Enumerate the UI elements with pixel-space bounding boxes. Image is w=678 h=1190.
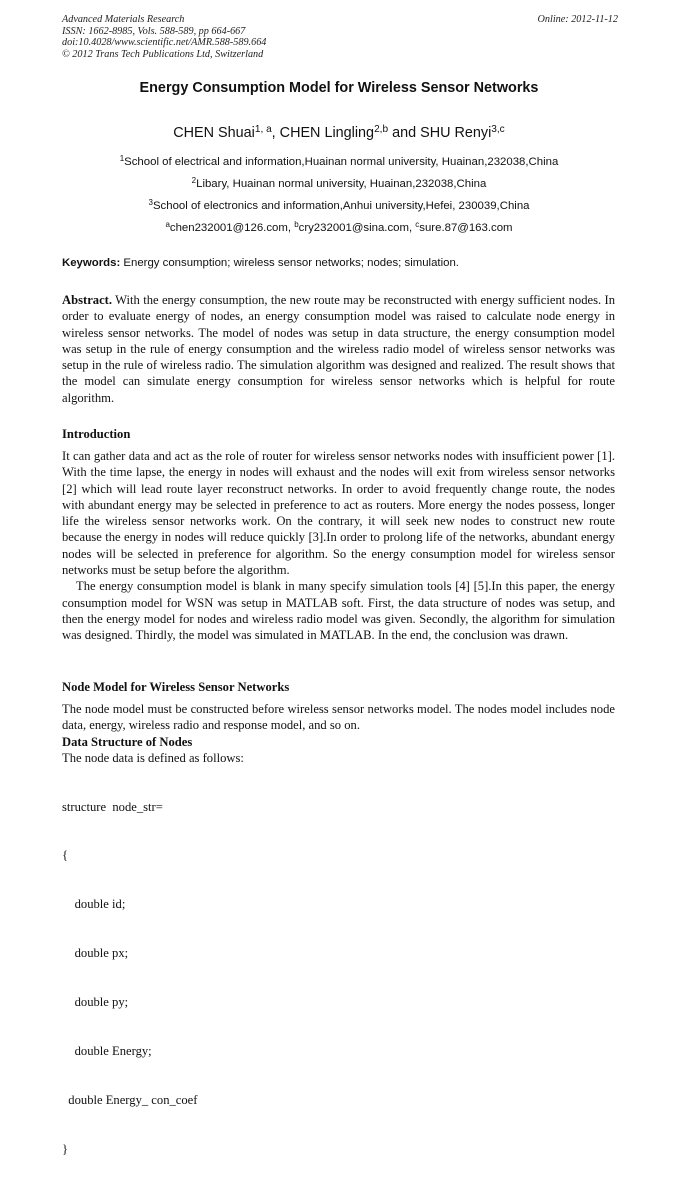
code-line: double Energy; bbox=[62, 1044, 152, 1059]
data-structure-subheading: Data Structure of Nodes bbox=[62, 734, 193, 749]
data-structure-intro: The node data is defined as follows: bbox=[62, 750, 244, 765]
publication-header bbox=[62, 14, 618, 60]
introduction-paragraph-2: The energy consumption model is blank in many specify simulation tools [4] [5].In this paper, the energy consumption model for WSN was setup in MATLAB soft. First, the data structure of nodes was setup, and then the energy model for nodes and wireless radio model was given. Secondly, the algorithm for simulation was designed. Thirdly, the model was simulated in MATLAB. In the end, the conclusion was drawn. bbox=[62, 579, 615, 643]
abstract-label: Abstract. bbox=[62, 293, 113, 307]
author-name: SHU Renyi bbox=[420, 125, 492, 141]
author-name: CHEN Shuai bbox=[173, 125, 255, 141]
keywords-line bbox=[62, 257, 618, 269]
affiliation-text: School of electronics and information,Anhui university,Hefei, 230039,China bbox=[152, 200, 530, 212]
author-affiliation-mark: 2,b bbox=[374, 124, 389, 136]
keywords-label: Keywords: bbox=[62, 257, 121, 269]
abstract-paragraph bbox=[62, 292, 615, 406]
node-model-paragraph: The node model must be constructed before wireless sensor networks model. The nodes model includes node data, energy, wireless radio and response model, and so on. bbox=[62, 702, 615, 733]
code-listing bbox=[62, 766, 197, 1190]
affiliation-3 bbox=[0, 200, 678, 212]
affiliation-mark: 2 bbox=[191, 176, 197, 186]
email-address: cry232001@sina.com, bbox=[298, 222, 416, 234]
code-line: double id; bbox=[62, 897, 126, 912]
code-line: double Energy_ con_coef bbox=[62, 1092, 198, 1107]
author-separator: and bbox=[388, 125, 421, 141]
affiliation-2 bbox=[0, 178, 678, 190]
affiliation-mark: 3 bbox=[148, 198, 153, 208]
keywords-text: Energy consumption; wireless sensor networks; nodes; simulation. bbox=[120, 257, 459, 269]
code-line: } bbox=[62, 1141, 69, 1156]
affiliation-text: School of electrical and information,Huainan normal university, Huainan,232038,China bbox=[124, 156, 559, 168]
paper-title: Energy Consumption Model for Wireless Sensor Networks bbox=[139, 80, 539, 96]
email-mark: c bbox=[415, 220, 420, 230]
node-model-heading: Node Model for Wireless Sensor Networks bbox=[62, 680, 290, 694]
author-list bbox=[0, 125, 678, 141]
email-list bbox=[0, 222, 678, 234]
affiliation-text: Libary, Huainan normal university, Huainan,232038,China bbox=[196, 178, 487, 190]
affiliation-mark: 1 bbox=[119, 154, 125, 164]
author-affiliation-mark: 1, a bbox=[254, 124, 272, 136]
author-name: CHEN Lingling bbox=[279, 125, 375, 141]
email-mark: b bbox=[294, 220, 299, 230]
node-model-body bbox=[62, 701, 615, 766]
issn-line: ISSN: 1662-8985, Vols. 588-589, pp 664-667 bbox=[62, 25, 246, 37]
abstract-text: With the energy consumption, the new route may be reconstructed with energy sufficient nodes. In order to evaluate energy of nodes, an energy consumption model was raised to calculate node energy in wireless sensor networks. The model of nodes was setup in data structure, the energy consumption model was setup in the rule of energy consumption and the wireless radio model of wireless sensor networks was setup in the rule of wireless radio. The simulation algorithm was designed and realized. The result shows that the model can simulate energy consumption for wireless sensor networks which is helpful for route algorithm. bbox=[62, 293, 615, 405]
author-affiliation-mark: 3,c bbox=[491, 124, 505, 136]
affiliation-1 bbox=[0, 156, 678, 168]
introduction-paragraph-1: It can gather data and act as the role of router for wireless sensor networks nodes with insufficient power [1]. With the time lapse, the energy in nodes will exhaust and the nodes will exit from wireless sensor networks [2] which will lead route layer reconstruct networks. In order to avoid frequently change route, the nodes with abundant energy may be selected in preference to act as routers. More energy the nodes possess, longer life the wireless sensor networks work. On the contrary, it will seek new nodes to construct new route because the energy in nodes will reduce quickly [3].In order to prolong life of the networks, abundant energy nodes will be selected in preference for algorithm. So the energy consumption model for wireless sensor networks must be setup before the algorithm. bbox=[62, 449, 615, 578]
email-mark: a bbox=[165, 220, 170, 230]
code-line: structure node_str= bbox=[62, 799, 163, 814]
copyright-line: © 2012 Trans Tech Publications Ltd, Switzerland bbox=[62, 48, 264, 60]
online-date: Online: 2012-11-12 bbox=[537, 14, 618, 25]
code-line: double px; bbox=[62, 946, 129, 961]
code-line: double py; bbox=[62, 995, 129, 1010]
introduction-body bbox=[62, 448, 615, 644]
doi-line: doi:10.4028/www.scientific.net/AMR.588-589.664 bbox=[62, 37, 267, 49]
author-separator: , bbox=[271, 125, 280, 141]
code-line: { bbox=[62, 848, 69, 863]
email-address: sure.87@163.com bbox=[419, 222, 513, 234]
introduction-heading: Introduction bbox=[62, 427, 131, 441]
email-address: chen232001@126.com, bbox=[169, 222, 295, 234]
journal-name: Advanced Materials Research bbox=[62, 14, 185, 25]
